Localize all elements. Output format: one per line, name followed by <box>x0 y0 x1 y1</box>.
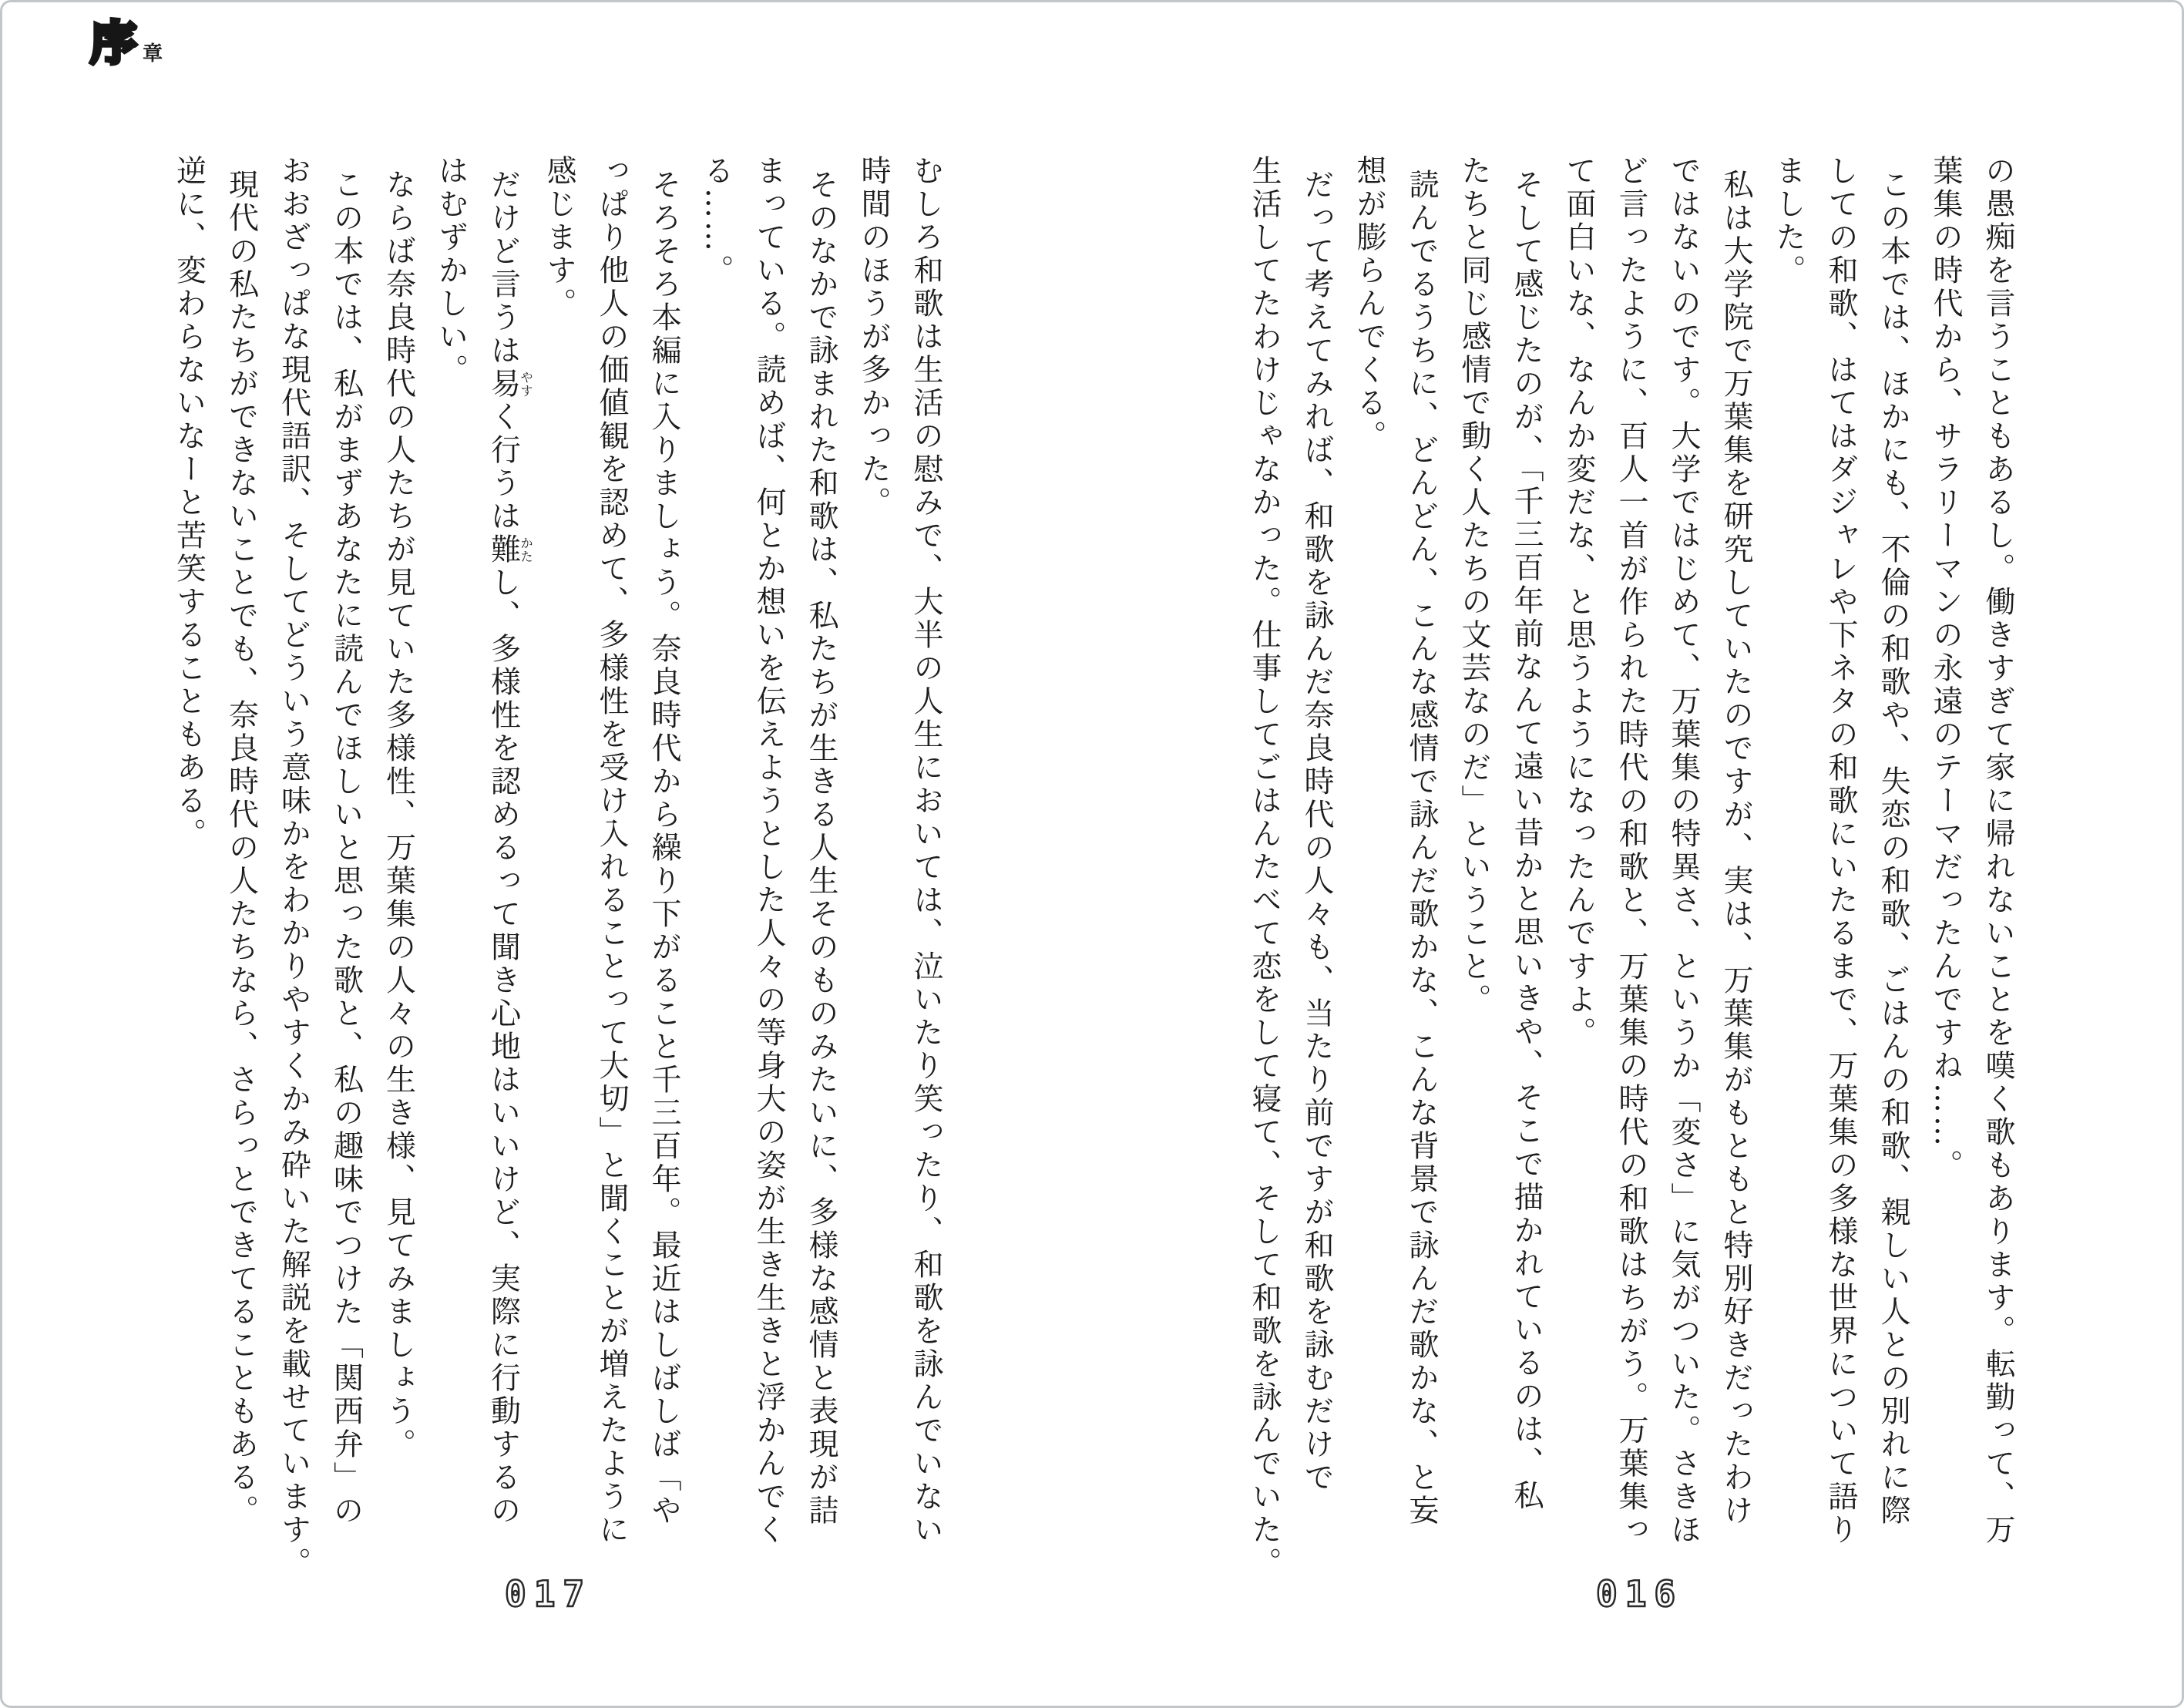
text-column: しての和歌、はてはダジャレや下ネタの和歌にいたるまで、万葉集の多様な世界について語り <box>1823 155 1858 1547</box>
text-column: て面白いな、なんか変だな、と思うようになったんですよ。 <box>1561 155 1596 1050</box>
text-column: 現代の私たちができないことでも、奈良時代の人たちなら、さらっとできてることもある。 <box>223 169 259 1528</box>
text-column: 私は大学院で万葉集を研究していたのですが、実は、万葉集がもともと特別好きだったわけ <box>1719 169 1753 1528</box>
page-number-left: 017 <box>505 1573 593 1615</box>
text-column: むしろ和歌は生活の慰みで、大半の人生においては、泣いたり笑ったり、和歌を詠んでいない <box>909 155 943 1547</box>
text-column: っぱり他人の価値観を認めて、多様性を受け入れることって大切」と聞くことが増えたように <box>594 155 629 1547</box>
chapter-header <box>90 17 163 71</box>
text-column: 時間のほうが多かった。 <box>856 155 891 519</box>
text-block-left <box>163 155 953 1627</box>
text-column: 読んでるうちに、どんどん、こんな感情で詠んだ歌かな、こんな背景で詠んだ歌かな、と妄 <box>1404 169 1439 1528</box>
text-column: まっている。読めば、何とか想いを伝えようとした人々の等身大の姿が生き生きと浮かんでく <box>751 155 786 1547</box>
chapter-title-large: 序 <box>90 17 136 71</box>
text-column: ど言ったように、百人一首が作られた時代の和歌と、万葉集の時代の和歌はちがう。万葉集っ <box>1614 155 1648 1547</box>
text-column: だけど言うは易やすく行うは難かたし、多様性を認めるって聞き心地はいいけど、実際に行動するの <box>486 169 533 1528</box>
text-column: 想が膨らんでくる。 <box>1352 155 1386 453</box>
text-column: この本では、私がまずあなたに読んでほしいと思った歌と、私の趣味でつけた「関西弁」の <box>328 169 364 1528</box>
text-column: 感じます。 <box>542 155 576 321</box>
text-column: 生活してたわけじゃなかった。仕事してごはんたべて恋をして寝て、そして和歌を詠んでいた。 <box>1247 155 1282 1580</box>
text-column: そして感じたのが、「千三百年前なんて遠い昔かと思いきや、そこで描かれているのは、私 <box>1509 169 1544 1513</box>
text-block-right <box>1238 155 2024 1627</box>
chapter-title-small: 章 <box>143 42 163 66</box>
text-column: そのなかで詠まれた和歌は、私たちが生きる人生そのものみたいに、多様な感情と表現が詰 <box>804 169 838 1528</box>
text-column: おおざっぱな現代語訳、そしてどういう意味かをわかりやすくかみ砕いた解説を載せています。 <box>276 155 311 1580</box>
text-column: ました。 <box>1771 155 1806 287</box>
text-column: そろそろ本編に入りましょう。奈良時代から繰り下がること千三百年。最近はしばしば「や <box>647 169 681 1528</box>
text-column: だって考えてみれば、和歌を詠んだ奈良時代の人々も、当たり前ですが和歌を詠むだけで <box>1299 169 1334 1494</box>
text-column: たちと同じ感情で動く人たちの文芸なのだ」ということ。 <box>1457 155 1491 1017</box>
page-number-right: 016 <box>1596 1573 1684 1615</box>
text-column: る……。 <box>699 155 734 287</box>
text-column: ではないのです。大学ではじめて、万葉集の特異さ、というか「変さ」に気がついた。さきほ <box>1666 155 1701 1547</box>
text-column: 葉集の時代から、サラリーマンの永遠のテーマだったんですね……。 <box>1928 155 1963 1182</box>
text-column: ならば奈良時代の人たちが見ていた多様性、万葉集の人々の生き様、見てみましょう。 <box>381 169 416 1461</box>
text-column: 逆に、変わらないなーと苦笑することもある。 <box>171 155 207 851</box>
text-column: の愚痴を言うこともあるし。働きすぎて家に帰れないことを嘆く歌もあります。転勤って、万 <box>1981 155 2015 1547</box>
text-column: はむずかしい。 <box>433 155 469 387</box>
text-column: この本では、ほかにも、不倫の和歌や、失恋の和歌、ごはんの和歌、親しい人との別れに際 <box>1876 169 1910 1528</box>
